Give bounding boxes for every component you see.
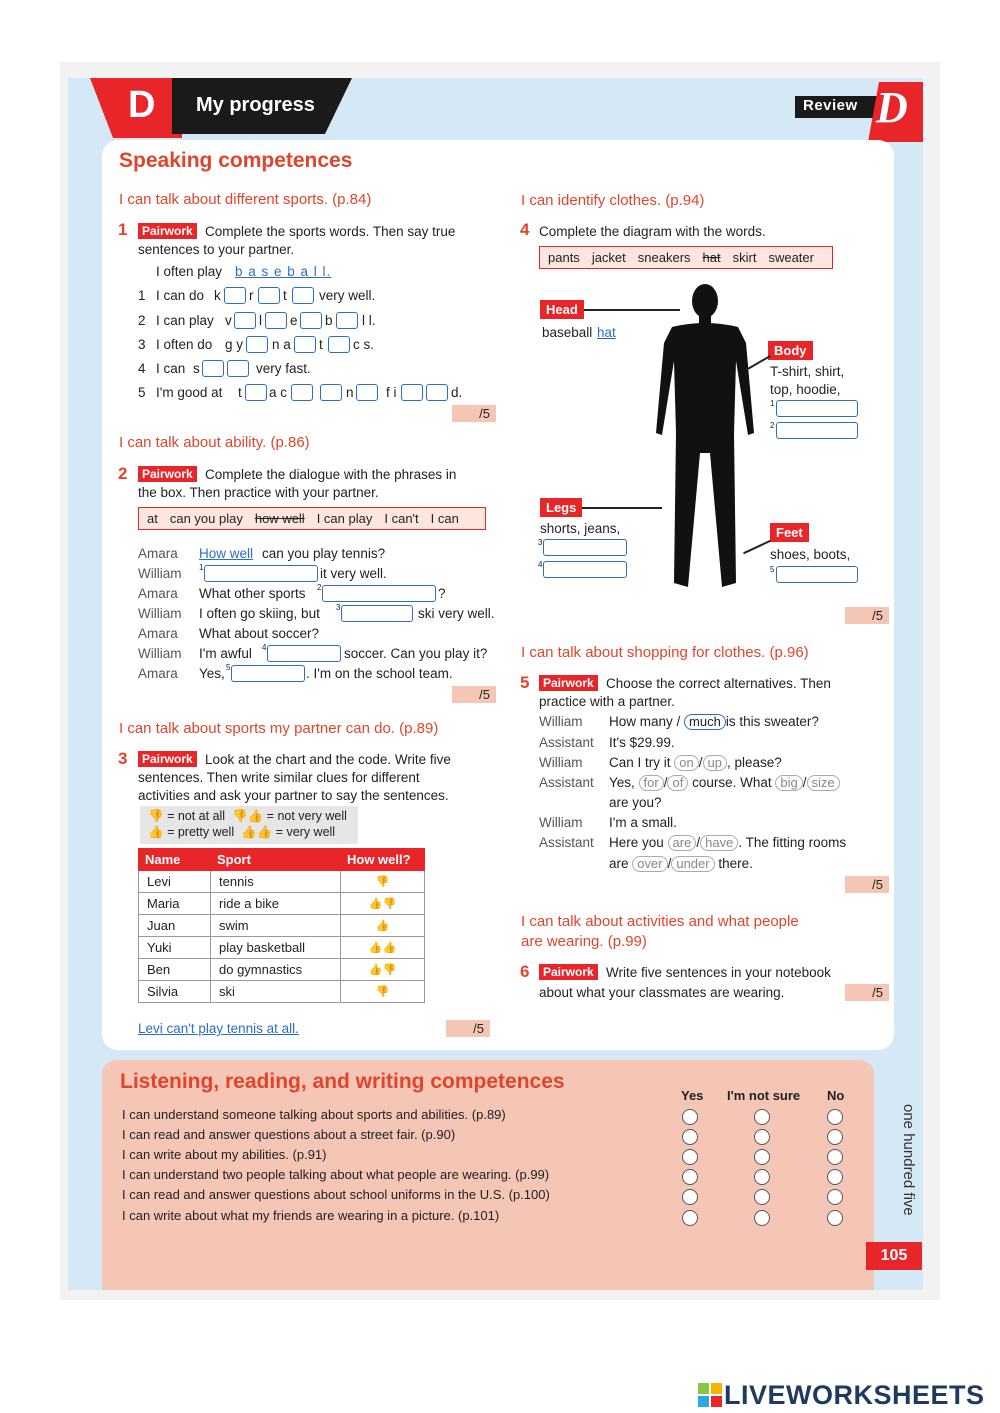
instruction: Write five sentences in your notebook [606, 965, 831, 980]
letter-fragment: n a [272, 337, 291, 352]
letter-fragment: e [290, 313, 298, 328]
dialogue-text: I often go skiing, but [199, 606, 320, 621]
section4-title: I can identify clothes. (p.94) [521, 192, 705, 209]
dialogue-text: How many / [609, 714, 681, 729]
dialogue-text: What about soccer? [199, 626, 320, 641]
item-prefix: I can do [156, 288, 205, 303]
radio-not-sure[interactable] [754, 1109, 770, 1125]
dialogue-text: can you play tennis? [262, 546, 386, 561]
speaker: William [138, 606, 182, 621]
letter-fragment: t [283, 288, 287, 303]
item-number: 3 [138, 337, 146, 352]
word-box [138, 507, 486, 530]
column-no: No [827, 1088, 845, 1103]
letter-input[interactable] [265, 312, 287, 329]
cell-name: Juan [139, 915, 211, 937]
dialogue-text: are [609, 856, 629, 871]
speaker: Assistant [539, 835, 594, 850]
item-number: 1 [138, 288, 146, 303]
answer-input[interactable] [341, 605, 413, 622]
letter-fragment: l [259, 313, 262, 328]
letter-input[interactable] [320, 384, 342, 401]
dialogue-text: What other sports [199, 586, 306, 601]
radio-no[interactable] [827, 1189, 843, 1205]
radio-not-sure[interactable] [754, 1169, 770, 1185]
radio-not-sure[interactable] [754, 1129, 770, 1145]
unit-letter: D [128, 84, 156, 126]
pairwork-badge: Pairwork [138, 751, 197, 767]
competence-item: I can understand two people talking about what people are wearing. (p.99) [122, 1167, 550, 1182]
item-prefix: I can play [156, 313, 214, 328]
letter-input[interactable] [291, 384, 313, 401]
letter-fragment: b [325, 313, 333, 328]
exercise-number: 5 [520, 673, 530, 692]
clothes-list: shorts, jeans, [540, 521, 621, 536]
choice-option[interactable]: under [671, 856, 714, 872]
legs-label: Legs [540, 498, 582, 517]
word: sweater [768, 250, 814, 265]
table-row [139, 981, 425, 1003]
exercise-number: 3 [118, 749, 128, 768]
thumb-rating-icon: 👍 [341, 915, 425, 937]
word: I can play [316, 511, 373, 526]
section1-title: I can talk about different sports. (p.84) [119, 191, 372, 208]
letter-fragment: d. [451, 385, 463, 400]
column-not-sure: I'm not sure [727, 1088, 801, 1103]
cell-sport: play basketball [211, 937, 341, 959]
letter-fragment: t [238, 385, 242, 400]
liveworksheets-logo-icon [698, 1383, 722, 1407]
choice-option[interactable]: up [703, 755, 727, 771]
speaker: Amara [138, 666, 178, 681]
letter-fragment: t [319, 337, 323, 352]
table-row [139, 893, 425, 915]
dialogue-text: . I'm on the school team. [306, 666, 453, 681]
speaker: Amara [138, 626, 178, 641]
example-answer: How well [199, 546, 254, 561]
item-prefix: I can [156, 361, 186, 376]
body-silhouette [650, 283, 760, 595]
column-header: Sport [211, 849, 341, 871]
radio-not-sure[interactable] [754, 1189, 770, 1205]
column-header: Name [139, 849, 211, 871]
radio-yes[interactable] [682, 1129, 698, 1145]
dialogue-text: Yes, [609, 775, 635, 790]
letter-input[interactable] [336, 312, 358, 329]
radio-not-sure[interactable] [754, 1149, 770, 1165]
word: I can [430, 511, 459, 526]
speaker: William [138, 646, 182, 661]
exercise-number: 1 [118, 220, 128, 239]
choice-option[interactable]: on [674, 755, 698, 771]
word: hat [702, 250, 721, 265]
feet-label: Feet [770, 523, 809, 542]
letter-input[interactable] [246, 336, 268, 353]
dialogue-text: are you? [609, 795, 662, 810]
item-number: 4 [138, 361, 146, 376]
legend-text: = not at all [167, 809, 226, 823]
clothes-list: baseball [542, 325, 593, 340]
code-legend [140, 806, 358, 844]
gap-number: 5 [770, 565, 775, 574]
letter-input[interactable] [202, 360, 224, 377]
pairwork-badge: Pairwork [539, 675, 598, 691]
pairwork-badge: Pairwork [539, 964, 598, 980]
exercise-number: 4 [520, 220, 530, 239]
instruction: Complete the dialogue with the phrases in [205, 467, 457, 482]
cell-sport: tennis [211, 871, 341, 893]
instruction: sentences. Then write similar clues for different [138, 770, 420, 785]
thumb-rating-icon: 👍👎 [341, 893, 425, 915]
letter-input[interactable] [294, 336, 316, 353]
speaker: Amara [138, 546, 178, 561]
competence-item: I can write about my abilities. (p.91) [122, 1147, 327, 1162]
instruction: Complete the diagram with the words. [539, 224, 766, 239]
cell-sport: swim [211, 915, 341, 937]
dialogue-text: It's $29.99. [609, 735, 675, 750]
item-prefix: I'm good at [156, 385, 223, 400]
pointer-line [584, 309, 680, 311]
letter-input[interactable] [328, 336, 350, 353]
dialogue-text: ? [438, 586, 446, 601]
letter-input[interactable] [224, 287, 246, 304]
example-word: b a s e b a l l. [235, 264, 332, 279]
answer-input[interactable] [776, 400, 858, 417]
gap-number: 2 [317, 583, 322, 592]
thumb-rating-icon: 👍👍 [341, 937, 425, 959]
radio-yes[interactable] [682, 1149, 698, 1165]
radio-no[interactable] [827, 1169, 843, 1185]
dialogue-text: there. [718, 856, 753, 871]
head-label: Head [540, 300, 584, 319]
exercise-number: 2 [118, 464, 128, 483]
radio-no[interactable] [827, 1210, 843, 1226]
cell-name: Silvia [139, 981, 211, 1003]
letter-fragment: s [193, 361, 200, 376]
gap-number: 2 [770, 421, 775, 430]
letter-fragment: v [225, 313, 232, 328]
score-box: /5 [452, 686, 496, 703]
clothes-list: shoes, boots, [770, 547, 851, 562]
instruction: activities and ask your partner to say the sentences. [138, 788, 449, 803]
speaker: Assistant [539, 735, 594, 750]
cell-sport: ride a bike [211, 893, 341, 915]
dialogue-line: Can I try it on / up , please? [609, 755, 782, 770]
exercise-number: 6 [520, 962, 530, 981]
gap-number: 5 [226, 663, 231, 672]
word: at [147, 511, 158, 526]
word: I can't [384, 511, 419, 526]
instruction: Look at the chart and the code. Write five [205, 752, 451, 767]
thumb-rating-icon: 👎 [341, 871, 425, 893]
letter-input[interactable] [292, 287, 314, 304]
answer-input[interactable] [322, 585, 436, 602]
example-sentence: Levi can't play tennis at all. [138, 1021, 299, 1036]
gap-number: 4 [262, 643, 267, 652]
dialogue-text: Here you [609, 835, 664, 850]
instruction: Choose the correct alternatives. Then [606, 676, 831, 691]
word: can you play [169, 511, 243, 526]
answer-input[interactable] [543, 539, 627, 556]
letter-input[interactable] [258, 287, 280, 304]
speaking-heading: Speaking competences [119, 149, 353, 172]
clothes-list: top, hoodie, [770, 382, 841, 397]
dialogue-line: Yes, for / of course. What big / size [609, 775, 840, 791]
table-row [139, 959, 425, 981]
score-box: /5 [845, 607, 889, 624]
choice-option[interactable]: for [639, 775, 664, 791]
letter-input[interactable] [245, 384, 267, 401]
pairwork-badge: Pairwork [138, 466, 197, 482]
cell-name: Yuki [139, 937, 211, 959]
example-prefix: I often play [156, 264, 223, 279]
speaker: William [138, 566, 182, 581]
thumb-up-icon: 👍 [148, 825, 164, 839]
pairwork-badge: Pairwork [138, 223, 197, 239]
dialogue-text: Yes, [199, 666, 225, 681]
radio-not-sure[interactable] [754, 1210, 770, 1226]
page-number: 105 [866, 1242, 922, 1270]
dialogue-text: . The fitting rooms [738, 835, 847, 850]
letter-input[interactable] [234, 312, 256, 329]
word: skirt [732, 250, 757, 265]
answer-input[interactable] [204, 565, 318, 582]
choice-option[interactable]: are [668, 835, 697, 851]
thumb-rating-icon: 👍👎 [341, 959, 425, 981]
radio-yes[interactable] [682, 1210, 698, 1226]
table-row [139, 915, 425, 937]
letter-fragment: c s. [353, 337, 375, 352]
radio-no[interactable] [827, 1149, 843, 1165]
competence-item: I can write about what my friends are wearing in a picture. (p.101) [122, 1208, 500, 1223]
dialogue-text: I'm awful [199, 646, 252, 661]
score-box: /5 [845, 984, 889, 1001]
letter-input[interactable] [300, 312, 322, 329]
letter-fragment: f i [386, 385, 397, 400]
example-answer: hat [597, 325, 616, 340]
body-label: Body [768, 341, 813, 360]
item-number: 5 [138, 385, 146, 400]
letter-fragment: g y [225, 337, 244, 352]
dialogue-text: , please? [726, 755, 782, 770]
letter-fragment: k [214, 288, 221, 303]
two-thumbs-up-icon: 👍👍 [241, 825, 273, 839]
review-label: Review [803, 97, 858, 114]
choice-option[interactable]: over [632, 856, 667, 872]
section6-title: are wearing. (p.99) [521, 933, 647, 950]
lrw-heading: Listening, reading, and writing competences [120, 1070, 565, 1093]
dialogue-text: Can I try it [609, 755, 671, 770]
radio-yes[interactable] [682, 1189, 698, 1205]
choice-option[interactable]: of [667, 775, 688, 791]
word-box [539, 246, 833, 269]
section6-title: I can talk about activities and what people [521, 913, 799, 930]
letter-input[interactable] [227, 360, 249, 377]
sports-table [138, 848, 425, 1003]
thumb-down-icon: 👎 [148, 809, 164, 823]
word: sneakers [637, 250, 691, 265]
dialogue-text: it very well. [320, 566, 387, 581]
page-number-words: one hundred five [900, 1104, 917, 1216]
table-row [139, 871, 425, 893]
gap-number: 1 [770, 399, 775, 408]
clothes-list: T-shirt, shirt, [770, 364, 845, 379]
choice-option[interactable]: big [775, 775, 802, 791]
word: pants [548, 250, 580, 265]
column-yes: Yes [681, 1088, 704, 1103]
score-box: /5 [446, 1020, 490, 1037]
section3-title: I can talk about sports my partner can do. (p.89) [119, 720, 439, 737]
cell-name: Levi [139, 871, 211, 893]
section2-title: I can talk about ability. (p.86) [119, 434, 310, 451]
speaker: Assistant [539, 775, 594, 790]
speaker: Amara [138, 586, 178, 601]
letter-fragment: very fast. [256, 361, 311, 376]
review-letter: D [876, 83, 908, 132]
answer-input[interactable] [776, 422, 858, 439]
instruction: about what your classmates are wearing. [539, 985, 785, 1000]
letter-fragment: n [346, 385, 354, 400]
dialogue-text: I'm a small. [609, 815, 677, 830]
word: how well [254, 511, 305, 526]
table-row [139, 937, 425, 959]
choice-option[interactable]: size [807, 775, 840, 791]
page-title: My progress [196, 94, 315, 116]
speaker: William [539, 714, 583, 729]
dialogue-line [609, 714, 819, 730]
letter-input[interactable] [401, 384, 423, 401]
dialogue-text: course. What [692, 775, 772, 790]
answer-input[interactable] [267, 645, 341, 662]
answer-input[interactable] [776, 566, 858, 583]
legend-text: = pretty well [167, 825, 235, 839]
section5-title: I can talk about shopping for clothes. (p.96) [521, 644, 809, 661]
letter-fragment: l l. [362, 313, 376, 328]
letter-input[interactable] [356, 384, 378, 401]
instruction: practice with a partner. [539, 694, 675, 709]
speaker: William [539, 755, 583, 770]
thumb-rating-icon: 👎 [341, 981, 425, 1003]
cell-sport: do gymnastics [211, 959, 341, 981]
radio-yes[interactable] [682, 1109, 698, 1125]
answer-input[interactable] [231, 665, 305, 682]
letter-fragment: r [249, 288, 254, 303]
cell-sport: ski [211, 981, 341, 1003]
item-number: 2 [138, 313, 146, 328]
pointer-line [582, 507, 662, 509]
speaker: William [539, 815, 583, 830]
gap-number: 1 [199, 563, 204, 572]
choice-option[interactable]: much [684, 714, 726, 730]
instruction: the box. Then practice with your partner. [138, 485, 379, 500]
competence-item: I can read and answer questions about a street fair. (p.90) [122, 1127, 456, 1142]
legend-text: = very well [275, 825, 336, 839]
answer-input[interactable] [543, 561, 627, 578]
word: jacket [591, 250, 626, 265]
dialogue-text: soccer. Can you play it? [344, 646, 488, 661]
score-box: /5 [452, 405, 496, 422]
score-box: /5 [845, 876, 889, 893]
dialogue-text: ski very well. [418, 606, 495, 621]
thumbs-mixed-icon: 👎👍 [232, 809, 264, 823]
letter-fragment: a c [269, 385, 288, 400]
item-prefix: I often do [156, 337, 213, 352]
cell-name: Ben [139, 959, 211, 981]
cell-name: Maria [139, 893, 211, 915]
gap-number: 3 [538, 538, 543, 547]
dialogue-line: are over / under there. [609, 856, 753, 871]
competence-item: I can understand someone talking about sports and abilities. (p.89) [122, 1107, 506, 1122]
column-header: How well? [341, 849, 425, 871]
instruction: Complete the sports words. Then say true [205, 224, 456, 239]
dialogue-line: Here you are / have . The fitting rooms [609, 835, 847, 850]
letter-fragment: very well. [319, 288, 376, 303]
choice-option[interactable]: have [700, 835, 738, 851]
competence-item: I can read and answer questions about school uniforms in the U.S. (p.100) [122, 1187, 550, 1202]
instruction: sentences to your partner. [138, 242, 295, 257]
brand-logo: LIVEWORKSHEETS [724, 1380, 985, 1410]
radio-yes[interactable] [682, 1169, 698, 1185]
radio-no[interactable] [827, 1129, 843, 1145]
radio-no[interactable] [827, 1109, 843, 1125]
gap-number: 3 [336, 603, 341, 612]
legend-text: = not very well [266, 809, 347, 823]
dialogue-text: is this sweater? [725, 714, 819, 729]
gap-number: 4 [538, 560, 543, 569]
letter-input[interactable] [426, 384, 448, 401]
